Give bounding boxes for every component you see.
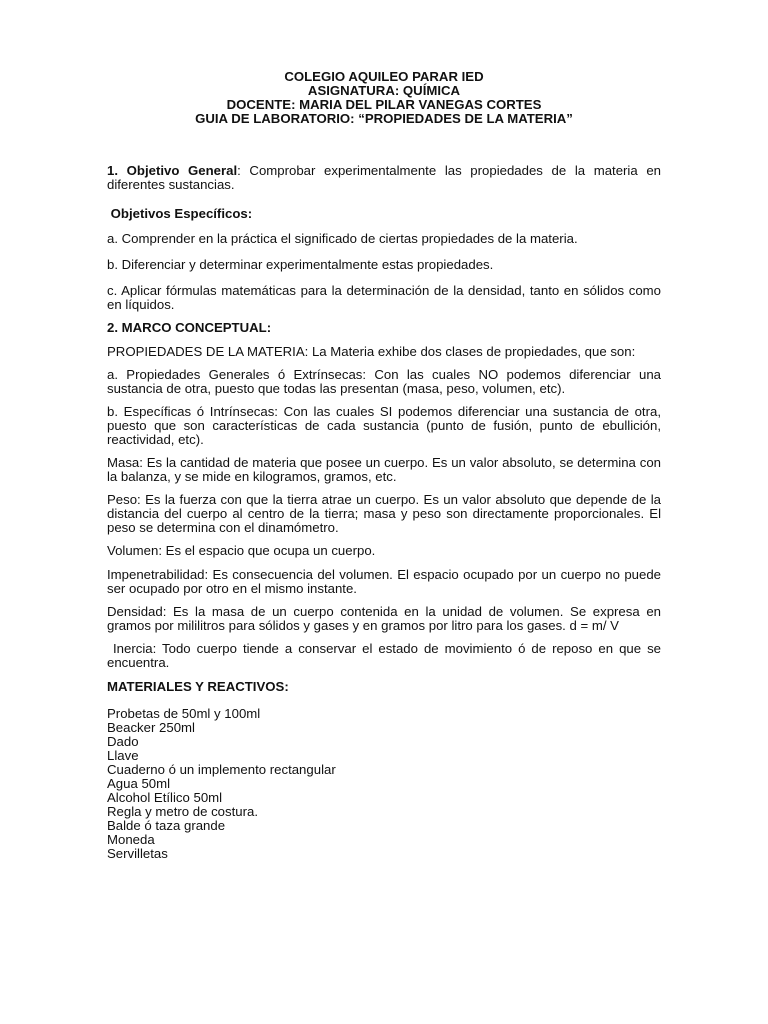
- specific-objective-a: a. Comprender en la práctica el significado de ciertas propiedades de la materia.: [107, 231, 578, 246]
- general-objective: [107, 164, 661, 192]
- weight-definition: Peso: Es la fuerza con que la tierra atrae un cuerpo. Es un valor absoluto que depende de la distancia del cuerpo al centro de la tierra; masa y peso son directamente proporcionales. El peso se determina con el dinamómetro.: [107, 492, 661, 535]
- specific-objectives-title: Objetivos Específicos:: [107, 206, 253, 221]
- general-objective-label: 1. Objetivo General: [107, 163, 238, 178]
- volume-definition: Volumen: Es el espacio que ocupa un cuerpo.: [107, 543, 376, 558]
- impenetrability-definition: Impenetrabilidad: Es consecuencia del volumen. El espacio ocupado por un cuerpo no puede ser ocupado por otro en el mismo instante.: [107, 567, 661, 596]
- materials-title: MATERIALES Y REACTIVOS:: [107, 679, 289, 694]
- specific-objective-b: b. Diferenciar y determinar experimentalmente estas propiedades.: [107, 257, 494, 272]
- document-header: [107, 70, 661, 126]
- teacher-line: DOCENTE: MARIA DEL PILAR VANEGAS CORTES: [226, 97, 542, 112]
- material-item: Balde ó taza grande: [107, 818, 226, 833]
- density-definition: Densidad: Es la masa de un cuerpo contenida en la unidad de volumen. Se expresa en gramos por mililitros para sólidos y gases y en gramos por litro para los gases. d = m/ V: [107, 604, 661, 633]
- subject-line: ASIGNATURA: QUÍMICA: [307, 83, 461, 98]
- material-item: Alcohol Etílico 50ml: [107, 790, 223, 805]
- material-item: Beacker 250ml: [107, 720, 195, 735]
- material-item: Moneda: [107, 832, 155, 847]
- mass-definition: Masa: Es la cantidad de materia que posee un cuerpo. Es un valor absoluto, se determina con la balanza, y se mide en kilogramos, gramos, etc.: [107, 455, 661, 484]
- material-item: Llave: [107, 748, 139, 763]
- specific-objective-c: c. Aplicar fórmulas matemáticas para la determinación de la densidad, tanto en sólidos como en líquidos.: [107, 283, 661, 312]
- material-item: Probetas de 50ml y 100ml: [107, 706, 261, 721]
- matter-properties-intro: PROPIEDADES DE LA MATERIA: La Materia exhibe dos clases de propiedades, que son:: [107, 344, 636, 359]
- material-item: Cuaderno ó un implemento rectangular: [107, 762, 336, 777]
- materials-list: [107, 707, 661, 861]
- material-item: Servilletas: [107, 846, 168, 861]
- specific-properties: b. Específicas ó Intrínsecas: Con las cuales SI podemos diferenciar una sustancia de otra, puesto que son características de cada sustancia (punto de fusión, punto de ebullición, reactividad, etc).: [107, 404, 661, 447]
- conceptual-framework-title: 2. MARCO CONCEPTUAL:: [107, 320, 272, 335]
- document-page: [107, 69, 665, 861]
- school-name: COLEGIO AQUILEO PARAR IED: [284, 69, 484, 84]
- material-item: Dado: [107, 734, 139, 749]
- material-item: Agua 50ml: [107, 776, 171, 791]
- general-objective-text: : Comprobar experimentalmente las propiedades de la materia en diferentes sustancias.: [107, 163, 661, 192]
- guide-title: GUIA DE LABORATORIO: “PROPIEDADES DE LA MATERIA”: [195, 111, 573, 126]
- inertia-definition: Inercia: Todo cuerpo tiende a conservar el estado de movimiento ó de reposo en que se encuentra.: [107, 641, 665, 670]
- general-properties: a. Propiedades Generales ó Extrínsecas: Con las cuales NO podemos diferenciar una sustancia de otra, puesto que todas las presentan (masa, peso, volumen, etc).: [107, 367, 661, 396]
- material-item: Regla y metro de costura.: [107, 804, 258, 819]
